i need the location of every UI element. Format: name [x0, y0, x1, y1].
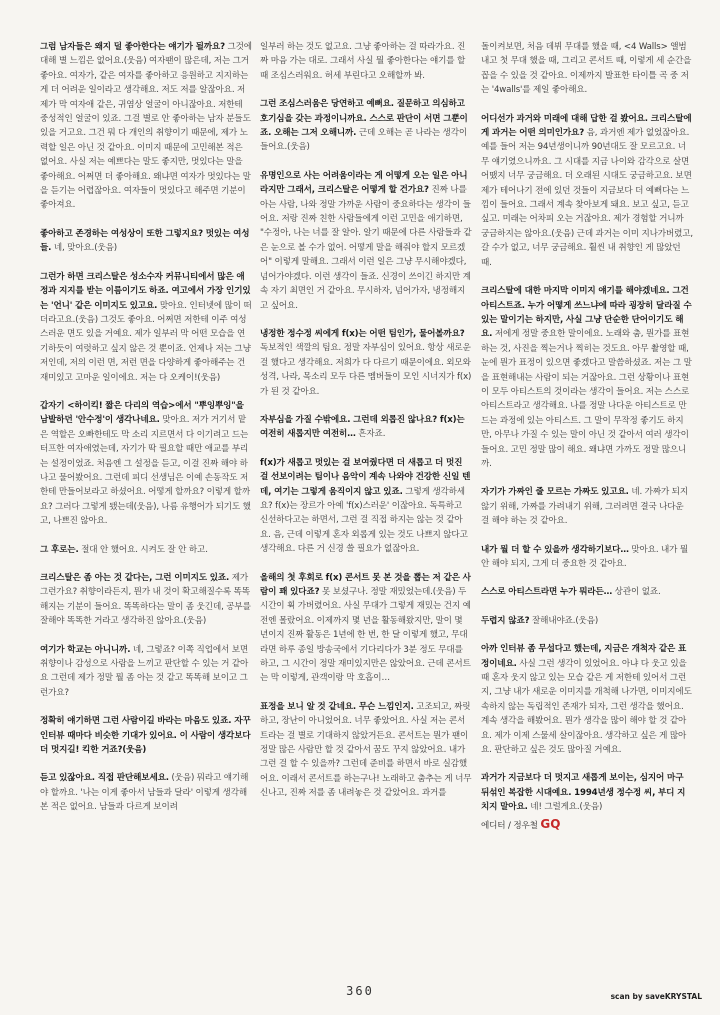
paragraph-gap [40, 757, 252, 771]
answer-text: 잘해내야죠.(웃음) [529, 615, 599, 626]
page-number: 360 [346, 984, 374, 998]
question-text: 어디선가 과거와 미래에 대해 답한 걸 봤어요. 크리스탈에게 과거는 어떤 의미인가요? [481, 113, 692, 139]
qa-paragraph [40, 399, 252, 529]
scan-credit: scan by saveKRYSTAL [610, 992, 702, 1001]
qa-paragraph [260, 327, 472, 399]
answer-text: 네, 그렇죠? 이쪽 직업에서 보면 취향이나 감성으로 사람을 느끼고 판단할 수 있는 거 같아요 그런데 제가 정말 뭘 좀 아는 것 같고 똑똑해 보이고 그런가요? [40, 644, 249, 698]
answer-text: 흔자죠. [355, 429, 386, 440]
answer-text: 상관이 없죠. [612, 587, 661, 598]
paragraph-gap [481, 600, 693, 614]
question-text: 자부심을 가질 수밖에요. 그런데 외롭진 않나요? f(x)는 여전히 새롭지만 여전히… [260, 414, 465, 440]
question-text: 과거가 지금보다 더 멋지고 새롭게 보이는, 심지어 마구 뒤섞인 복잡한 시대예요. 1994년생 정수정 씨, 부디 지치지 말아요. [481, 773, 686, 813]
question-text: 크리스탈은 좀 아는 것 같다는, 그런 이미지도 있죠. [40, 573, 230, 583]
paragraph-gap [481, 471, 693, 485]
answer-text: 고조되고, 짜릿하고, 장난이 아니었어요. 너무 좋았어요. 사실 저는 콘서트라는 걸 별로 기대하지 않았거든요. 콘서트는 뭔가 팬이 정말 많은 사람만 할 것 같아서 꿈도 꾸지 않았어요. 내가 그런 걸 할 수 있을까? 그런데 준비를 하면서 바로 실감했어요. 이래서 콘서트를 하는구나! 노래하고 춤추는 게 너무 신나고, 진짜 저를 좀 내려놓은 것 같았어요. 과거를 [260, 701, 472, 799]
answer-text: 독보적인 색깔의 팀요. 정말 자부심이 있어요. 항상 새로운 걸 했다고 생각해요. 저희가 다 다르기 때문이에요. 외모와 성격, 나라, 목소리 모두 다른 멤버들이 모인 시너지가 f(x)가 된 것 같아요. [260, 343, 472, 397]
gq-logo: GQ [540, 816, 561, 831]
text-column-1 [40, 40, 252, 815]
question-text: 듣고 있잖아요. 직접 판단해보세요. [40, 773, 169, 784]
question-text: 그럼 남자들은 왜지 덜 좋아한다는 얘기가 될까요? [40, 42, 225, 52]
qa-paragraph [481, 771, 693, 814]
paragraph-gap [40, 256, 252, 270]
question-text: 표정을 보니 알 것 같네요. 무슨 느낌인지. [260, 701, 414, 712]
question-text: 자기가 가짜인 줄 모르는 가짜도 있고요. [481, 487, 629, 498]
paragraph-gap [40, 529, 252, 543]
answer-text: 일부러 하는 것도 없고요. 그냥 좋아하는 걸 따라가요. 진짜 마음 가는 대로. 그래서 사실 뭘 좋아한다는 얘기를 할 때 조심스러워요. 허세 부린다고 오해할까 봐. [260, 42, 466, 81]
answer-text: 사실 그런 생각이 있었어요. 아냐 다 웃고 있을 때 혼자 웃지 않고 있는 모습 같은 게 저한테 있어서 그런지, 그냥 내가 새로운 이미지를 개척해 나가면, 이미지에도 속하지 않는 독립적인 존재가 되자, 그런 생각을 했어요. 계속 생각을 해봤어요. 뭔가 생각을 많이 해야 할 것 같아요. 제가 이제 스물세 살이잖아요. 생각하고 싶은 게 많아요. 판단하고 싶은 것도 많아질 거예요. [481, 658, 692, 756]
answer-text: 네! 그럴게요.(웃음) [527, 802, 603, 813]
question-text: 그 후로는. [40, 544, 79, 555]
qa-paragraph [260, 40, 472, 83]
qa-paragraph [40, 227, 252, 256]
qa-paragraph [260, 456, 472, 557]
qa-paragraph [260, 97, 472, 155]
answer-text: 그것에 대해 별 느낌은 없어요.(웃음) 여자팬이 많은데, 저는 그거 좋아요. 여자가, 같은 여자를 좋아하고 응원하고 지지하는 게 더 어려운 일이라고 생각해요. 저도 저를 알잖아요. 저 제가 막 여자애 같은, 귀염상 얼굴이 아니잖아요. 저한테 중성적인 얼굴이 있죠. 그걸 별로 안 좋아하는 남자 분들도 있을 거고요. 그건 뭐 다 개인의 취향이기 때문에, 제가 노력할 일은 아닌 것 같아요. 이미지 때문에 고민해본 적은 없어요. 사실 저는 예쁘다는 말도 좋지만, 멋있다는 말을 좋아해요. 어쩌면 더 좋아해요. 왜냐면 여자가 멋있다는 말을 듣기는 어렵잖아요. 여자들이 멋있다고 해주면 기분이 좋아져요. [40, 42, 252, 211]
answer-text: 저에게 정말 중요한 말이에요. 노래와 춤, 뭔가를 표현하는 것, 사진을 찍는거나 찍히는 것도요. 아무 촬영할 때, 눈에 뭔가 표정이 있으면 좋겠다고 말씀하셨죠. 저는 그 말을 표현해내는 사람이 되는 거잖아요. 그런 상황이나 표현이 모두 아티스트의 것이라는 생각이 들어요. 저는 스스로 아티스트라고 생각해요. 나를 정말 나다운 아티스트로 만드는 과정에 있는 아티스트. 그 말이 무작정 좋기도 하지만, 아무나 가질 수 있는 말이 아닌 것 같아서 여러 생각이 들어요. 고민 정말 많이 해요. 왜냐면 가까도 정말 많으니까. [481, 329, 692, 469]
answer-text: 맞아요. 내가 뭘 안 해야 되지, 그게 더 중요한 것 같아요. [481, 544, 689, 569]
question-text: 크리스탈에 대한 마지막 이미지 얘기를 해야겠네요. 그건 아티스트죠. 누가 어떻게 쓰느냐에 따라 굉장히 달라질 수 있는 말이기는 하지만, 사실 그냥 단순한 단어이기도 해요. [481, 286, 692, 340]
paragraph-gap [260, 155, 472, 169]
qa-paragraph [40, 270, 252, 385]
paragraph-gap [260, 686, 472, 700]
question-text: 스스로 아티스트라면 누가 뭐라든… [481, 587, 613, 598]
question-text: 그런 조심스러움은 당연하고 예뻐요. 질문하고 의심하고 호기심을 갖는 과정이니까요. 스스로 판단이 서면 그뿐이죠. 오해는 그저 오해니까. [260, 99, 468, 139]
qa-paragraph [40, 40, 252, 213]
text-column-3 [481, 40, 693, 833]
answer-text: 음, 과거엔 제가 없었잖아요. 예를 들어 저는 94년생이니까 90년대도 잘 모르고요. 너무 얘기였으니까요. 그 시대를 지금 나이와 감각으로 살면 어땠지 너무 궁금해요. 더 오래된 시대도 궁금하고요. 보면 제가 테어나기 전에 있던 것들이 지금보다 더 예뻐다는 느낌이 들어요. 그래서 계속 찾아보게 돼요. 보고 싶고, 듣고 싶고. 미래는 어차피 오는 거잖아요. 제가 경험할 거니까 궁금하지는 않아요.(웃음) 근데 과거는 이미 지나가버렸고, 갈 수가 없고, 너무 궁금해요. 훨씬 내 취향인 게 많았던 때. [481, 128, 693, 268]
paragraph-gap [260, 557, 472, 571]
paragraph-gap [260, 399, 472, 413]
paragraph-gap [481, 571, 693, 585]
qa-paragraph [260, 169, 472, 313]
qa-paragraph [481, 485, 693, 528]
question-text: 좋아하고 존경하는 여성상이 또한 그렇지요? 멋있는 여성들. [40, 228, 250, 254]
qa-paragraph [40, 714, 252, 757]
question-text: 여기가 학교는 아니니까. [40, 644, 131, 655]
question-text: 갑자기 <하이킥! 짧은 다리의 역습>에서 "뿌잉뿌잉"을 남발하던 '안수정'이 생각나네요. [40, 400, 244, 426]
editor-credit [481, 817, 693, 833]
paragraph-gap [260, 442, 472, 456]
paragraph-gap [481, 757, 693, 771]
question-text: 그런가 하면 크리스탈은 성소수자 커뮤니티에서 많은 애정과 지지를 받는 이름이기도 하죠. 여고에서 가장 인기있는 '언니' 같은 이미지도 있고요. [40, 271, 251, 311]
qa-paragraph [40, 643, 252, 701]
answer-text: 돌이켜보면, 처음 데뷔 무대를 했을 때, <4 Walls> 앨범 내고 첫 무대 했을 때, 그리고 콘서트 때, 이렇게 세 순간을 꼽을 수 있을 것 같아요. 이제까지 발표한 타이틀 곡 중 저는 '4walls'를 제일 좋아해요. [481, 42, 692, 96]
answer-text: 맞아요. 인터넷에 많이 떠더라고요.(웃음) 그것도 좋아요. 어쩌면 저한테 이주 여성스러운 면도 있을 거예요. 제가 일부러 막 어떤 모습을 연기하듯이 여럿하고 싶지 않은 것 뿐이죠. 언제나 저는 그냥 저인데, 저의 이런 면, 저런 면을 다양하게 좋아해주는 건 재미있고 고마운 일이에요. 저는 다 오케이!(웃음) [40, 300, 252, 383]
text-column-2 [260, 40, 472, 801]
question-text: f(x)가 새롭고 멋있는 걸 보여줬다면 더 새롭고 더 멋진 걸 선보이려는 팀이나 음악이 계속 나와야 건강한 신일 텐데, 여기는 그렇게 움직이지 않고 있죠. [260, 457, 471, 497]
answer-text: 네. 가짜가 되지 않기 위해, 가짜를 가려내기 위해, 그러려면 결국 나다운 걸 해야 하는 것 같아요. [481, 487, 688, 527]
question-text: 내가 뭘 더 할 수 있을까 생각하기보다… [481, 544, 629, 555]
answer-text: 절대 안 했어요. 시켜도 잘 안 하고. [78, 544, 208, 555]
qa-paragraph [260, 413, 472, 442]
paragraph-gap [40, 213, 252, 227]
qa-paragraph [40, 571, 252, 629]
qa-paragraph [481, 543, 693, 572]
qa-paragraph [40, 771, 252, 814]
paragraph-gap [40, 385, 252, 399]
qa-paragraph [481, 642, 693, 757]
answer-text: 못 보셨구나. 정말 재밌었는데.(웃음) 두 시간이 휙 가버렸어요. 사실 무대가 그렇게 재밌는 건지 예전엔 몰랐어요. 이제까지 몇 년을 활동해왔지만, 말이 몇 년이지 진짜 활동은 1년에 한 번, 한 달 이렇게 했고, 무대라면 하루 종일 방송국에서 기다리다가 3분 정도 무대를 하고, 그 시간이 정말 재미있지만은 않았어요. 근데 콘서트는 막 이렇게, 관객이랑 막 호흡이… [260, 587, 471, 684]
paragraph-gap [481, 628, 693, 642]
answer-text: 네, 맞아요.(웃음) [51, 243, 117, 254]
paragraph-gap [481, 529, 693, 543]
paragraph-gap [260, 313, 472, 327]
paragraph-gap [40, 700, 252, 714]
paragraph-gap [40, 629, 252, 643]
paragraph-gap [260, 83, 472, 97]
qa-paragraph [481, 284, 693, 471]
question-text: 올해의 첫 후회로 f(x) 콘서트 못 본 것을 뽑는 저 같은 사람이 꽤 있다죠? [260, 572, 471, 597]
answer-text: 그렇게 생각하세요? f(x)는 장르가 아예 'f(x)스러운' 이잖아요. 독특하고 신선하다고는 하면서, 그런 걸 직접 하지는 않는 것 같아요. 음, 근데 이렇게 혼자 외롭게 있는 것도 나쁘지 않다고 생각해요. 다른 거 신경 쓸 필요가 없잖아요. [260, 486, 468, 555]
answer-text: 맞아요. 저가 거기서 맡은 역할은 오빠한테도 막 소리 지르면서 다 이기려고 드는 터프한 여자애였는데, 자기가 딱 필요할 때만 애교를 부리는 설정이었죠. 처음엔 그 설정을 듣고, 이걸 진짜 해야 하나고 물어봤어요. 그런데 피디 선생님은 이예 손동작도 저한테 만들어보라고 하셨어요. 어떻게 할까요? 이렇게 할까요? 그러다 그렇게 됐는데(웃음), 나름 유행어가 되기도 했고, 나쁘진 않아요. [40, 415, 251, 527]
answer-text: (웃음) 뭐라고 얘기해야 할까요. '나는 이게 좋아서 남들과 달라' 이렇게 생각해본 적은 없어요. 남들과 다르게 보이려 [40, 773, 249, 813]
paragraph-gap [40, 557, 252, 571]
answer-text: 진짜 나를 아는 사람, 나와 정말 가까운 사람이 중요하다는 생각이 들어요. 저랑 진짜 친한 사람들에게 이런 고민을 애기하면, "수정아, 나는 너를 잘 알아. 알기 때문에 다른 사람들과 같은 눈으로 볼 수가 없어. 어떻게 말을 해줘야 할지 모르겠어" 이렇게 말해요. 그래서 이런 일은 그냥 무시해야겠다, 넘어가야겠다. 이런 생각이 들죠. 신경이 쓰이긴 하지만 계속 자기 최면인 거 같아요. 무시하자, 넘어가자, 냉정해지고 싶어요. [260, 185, 472, 311]
qa-paragraph [260, 700, 472, 801]
answer-text: 제가 그런가요? 취향이라든지, 뭔가 내 것이 확고해질수록 똑똑해지는 기분이 들어요. 똑똑하다는 말이 좀 웃긴데, 공부를 잘해야 똑똑한 거라고 생각하진 않아요.(웃음) [40, 573, 251, 627]
question-text: 정확히 얘기하면 그런 사람이길 바라는 마음도 있죠. 자꾸 인터뷰 때마다 비슷한 기대가 있어요. 이 사람이 생각보다 더 멋지길! 킥한 거죠?(웃음) [40, 716, 251, 756]
question-text: 두렵지 않죠? [481, 615, 530, 626]
qa-paragraph [481, 585, 693, 599]
qa-paragraph [40, 543, 252, 557]
qa-paragraph [481, 614, 693, 628]
paragraph-gap [481, 270, 693, 284]
paragraph-gap [481, 98, 693, 112]
answer-text: 근데 오해는 곧 나라는 생각이 들어요.(웃음) [260, 128, 468, 153]
qa-paragraph [260, 571, 472, 686]
question-text: 아까 인터뷰 좀 무섭다고 했는데, 지금은 개척자 같은 표정이네요. [481, 644, 687, 669]
qa-paragraph [481, 112, 693, 270]
question-text: 유명인으로 사는 어려움이라는 게 어떻게 오는 일은 아니라지만 그래서, 크리스탈은 어떻게 할 건가요? [260, 170, 468, 196]
qa-paragraph [481, 40, 693, 98]
editor-credit-text: 에디터 / 정우철 [481, 820, 538, 831]
question-text: 냉정한 정수정 씨에게 f(x)는 어떤 팀인가, 물어볼까요? [260, 328, 465, 339]
